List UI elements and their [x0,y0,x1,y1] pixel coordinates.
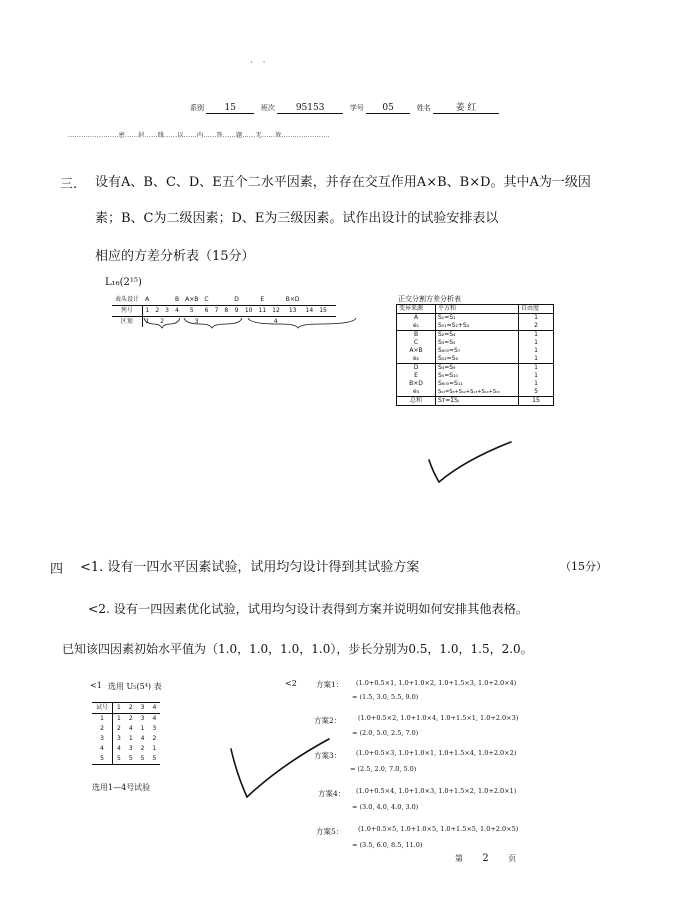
source-cell: e₁ [412,322,420,329]
dept-label: 系别 [190,104,204,112]
factor-cell: E [260,296,265,303]
partition-number: 2 [160,318,165,325]
u-cell: 3 [117,735,121,742]
table-row [92,724,160,734]
scheme-result: = (2.5, 2.0, 7.0, 5.0) [350,765,417,773]
u-cell: 5 [92,754,113,765]
exam-header [190,100,499,114]
source-cell: e₂ [412,355,420,362]
column-number: 9 [234,307,239,314]
anova-row [397,339,554,347]
dept-value: 15 [206,103,254,114]
factor-cell: A×B [185,296,199,303]
partition-number: 3 [194,318,199,325]
u-cell: 2 [92,724,113,734]
scheme-label: 方案1： [316,680,344,689]
u-cell: 5 [128,755,133,762]
source-cell: B×D [409,380,423,387]
column-number: 6 [204,307,209,314]
header-ss: 平方和 [436,305,519,314]
factor-cell: D [234,296,239,303]
ss-cell: S₃=S₅ [436,339,519,347]
u-cell: 4 [152,715,157,722]
anova-table-wrap [396,304,554,406]
column-number: 1 [145,307,150,314]
class-label: 班次 [260,104,275,112]
u-header-cell: 2 [125,703,137,714]
scheme-label: 方案5： [316,827,344,836]
u-header-cell: 1 [113,703,125,714]
table-row [92,754,160,765]
anova-row [397,322,554,331]
u-cell: 4 [128,725,133,732]
row-label: 表头设计 [112,295,142,306]
column-number: 2 [155,307,160,314]
u-cell: 1 [92,714,113,725]
column-number: 7 [214,307,219,314]
scheme-formula: (1.0+0.5×5, 1.0+1.0×5, 1.0+1.5×5, 1.0+2.0×5) [358,825,519,833]
ss-cell: S₆₀₀=S₁₁ [436,380,519,388]
column-number: 4 [175,307,179,314]
source-cell: E [414,372,418,379]
page-footer [455,853,516,864]
scheme-result: = (3.0, 4.0, 4.0, 3.0) [352,803,419,811]
seal-line: .......................密......封......线......以......内......答......题......无......效...................... [68,132,330,139]
design-row-header [112,295,336,306]
row-label: 列号 [112,306,142,317]
source-cell: A×B [409,347,423,354]
anova-row-total [397,397,554,406]
partition-number: 1 [145,318,150,325]
u-cell: 3 [92,734,113,744]
anova-header [397,305,554,314]
sub1-title: 选用 U₅(5⁴) 表 [108,682,162,691]
factor-cell: A [145,296,150,303]
scheme-result: = (3.5, 6.0, 8.5, 11.0) [352,841,423,849]
sub1-label: <1 [90,681,102,690]
u-header-cell: 3 [137,703,149,714]
u-cell: 5 [152,755,157,762]
u-header-cell: 4 [149,703,161,714]
u-cell: 2 [140,745,145,752]
source-cell: 总和 [397,397,436,406]
df-cell: 1 [519,372,554,380]
anova-title: 正交分割方差分析表 [398,295,461,303]
uniform-table-wrap [92,702,160,765]
ss-cell: S₀₂=S₆ [436,355,519,364]
header-source: 变异来源 [399,305,424,312]
check-mark-icon [225,735,335,805]
table-row [92,714,160,725]
df-cell: 1 [519,380,554,388]
df-cell: 1 [519,331,554,340]
anova-row [397,355,554,364]
table-row [92,734,160,744]
id-value: 05 [366,103,410,114]
ss-cell: S₀₃=S₈+S₁₂+S₁₃+S₁₄+S₁₅ [436,388,519,397]
anova-row [397,314,554,323]
q3-line3: 相应的方差分析表（15分） [95,249,255,264]
u-cell: 4 [117,745,121,752]
table-row [92,744,160,754]
factor-cell: B [175,296,180,303]
column-number: 8 [224,307,229,314]
df-cell: 1 [519,347,554,355]
column-number: 10 [244,307,253,314]
column-number: 3 [165,307,169,314]
ss-cell: S₄=S₉ [436,364,519,373]
u-table-header [92,703,160,714]
ss-cell: S₅=S₁₀ [436,372,519,380]
u-cell: 5 [117,755,121,762]
partition-braces [140,316,370,330]
uniform-design-table [92,702,160,765]
scheme-result: = (2.0, 5.0, 2.5, 7.0) [352,729,419,737]
df-cell: 1 [519,314,554,323]
df-cell: 1 [519,339,554,347]
u-cell: 2 [128,715,133,722]
scheme-formula: (1.0+0.5×4, 1.0+1.0×3, 1.0+1.5×2, 1.0+2.0×1) [356,787,517,795]
design-row-columns [112,306,336,317]
id-label: 学号 [349,104,364,112]
q3-number: 三. [60,177,78,192]
q4-part3: 已知该四因素初始水平值为（1.0，1.0，1.0，1.0），步长分别为0.5，1.0，1.5，2.0。 [62,642,533,656]
scheme-formula: (1.0+0.5×1, 1.0+1.0×2, 1.0+1.5×3, 1.0+2.0×4) [356,679,517,687]
anova-row [397,388,554,397]
anova-row [397,364,554,373]
u-cell: 3 [140,715,145,722]
name-label: 姓名 [416,104,431,112]
u-cell: 1 [140,725,145,732]
anova-row [397,331,554,340]
scheme-label: 方案4： [318,789,346,798]
column-number: 14 [305,307,314,314]
u-header-cell: 试号 [92,703,113,714]
u-cell: 4 [140,735,145,742]
column-number: 12 [272,307,280,314]
partition-number: 4 [273,318,278,325]
source-cell: B [397,331,436,340]
ss-cell: S₁=S₁ [436,314,519,323]
u-cell: 2 [152,735,157,742]
orthogonal-array-label: L₁₆(2¹⁵) [105,277,142,288]
df-cell: 15 [519,397,554,406]
ss-cell: S₆₀₀=S₇ [436,347,519,355]
check-mark-icon [425,438,515,488]
u-cell: 2 [117,725,121,732]
scheme-label: 方案2： [314,716,342,725]
q4-number: 四 [50,562,64,577]
q4-part1: <1. 设有一四水平因素试验，试用均匀设计得到其试验方案 [80,560,420,575]
scheme-formula: (1.0+0.5×3, 1.0+1.0×1, 1.0+1.5×4, 1.0+2.0×2) [356,749,517,757]
sub2-label: <2 [285,679,297,688]
row-label: 区划 [112,317,142,328]
scheme-formula: (1.0+0.5×2, 1.0+1.0×4, 1.0+1.5×1, 1.0+2.0×3) [358,714,519,722]
anova-row [397,372,554,380]
q4-score: （15分） [560,560,607,573]
class-value: 95153 [277,103,343,114]
factor-cell: B×D [285,296,300,303]
df-cell: 1 [519,355,554,364]
source-cell: D [397,364,436,373]
scan-mark: · · [250,58,266,67]
scheme-result: = (1.5, 3.0, 5.5, 9.0) [352,693,419,701]
ss-cell: S₂=S₄ [436,331,519,340]
column-number: 11 [258,307,267,314]
column-number: 13 [288,307,297,314]
u-cell: 1 [117,715,121,722]
q3-line1: 设有A、B、C、D、E五个二水平因素，并存在交互作用A×B、B×D。其中A为一级因 [95,175,591,190]
scheme-label: 方案3： [314,751,342,760]
ss-cell: S₀₁=S₂+S₃ [436,322,519,331]
page-suffix: 页 [508,854,517,863]
source-cell: C [413,339,419,346]
u-cell: 1 [152,745,157,752]
source-cell: A [397,314,436,323]
u-cell: 1 [128,735,133,742]
header-df: 自由度 [519,305,554,314]
u-cell: 3 [128,745,133,752]
q3-line2: 素；B、C为二级因素；D、E为三级因素。试作出设计的试验安排表以 [95,211,499,226]
ss-cell: Sᴛ=ΣSⱼ [436,397,519,406]
source-cell: e₃ [412,388,420,395]
column-number: 5 [189,307,194,314]
q4-part2: <2. 设有一四因素优化试验，试用均匀设计表得到方案并说明如何安排其他表格。 [88,602,529,616]
u-cell: 3 [152,725,157,732]
u-cell: 4 [92,744,113,754]
anova-row [397,347,554,355]
page-prefix: 第 [455,854,463,863]
name-value: 姜 红 [433,100,499,114]
anova-row [397,380,554,388]
u-cell: 5 [140,755,145,762]
df-cell: 1 [519,364,554,373]
sub1-note: 选用1—4号试验 [92,783,151,792]
column-number: 15 [319,307,327,314]
page-number: 2 [482,853,489,864]
df-cell: 5 [519,388,554,397]
anova-table [396,304,554,406]
factor-cell: C [204,296,209,303]
df-cell: 2 [519,322,554,331]
